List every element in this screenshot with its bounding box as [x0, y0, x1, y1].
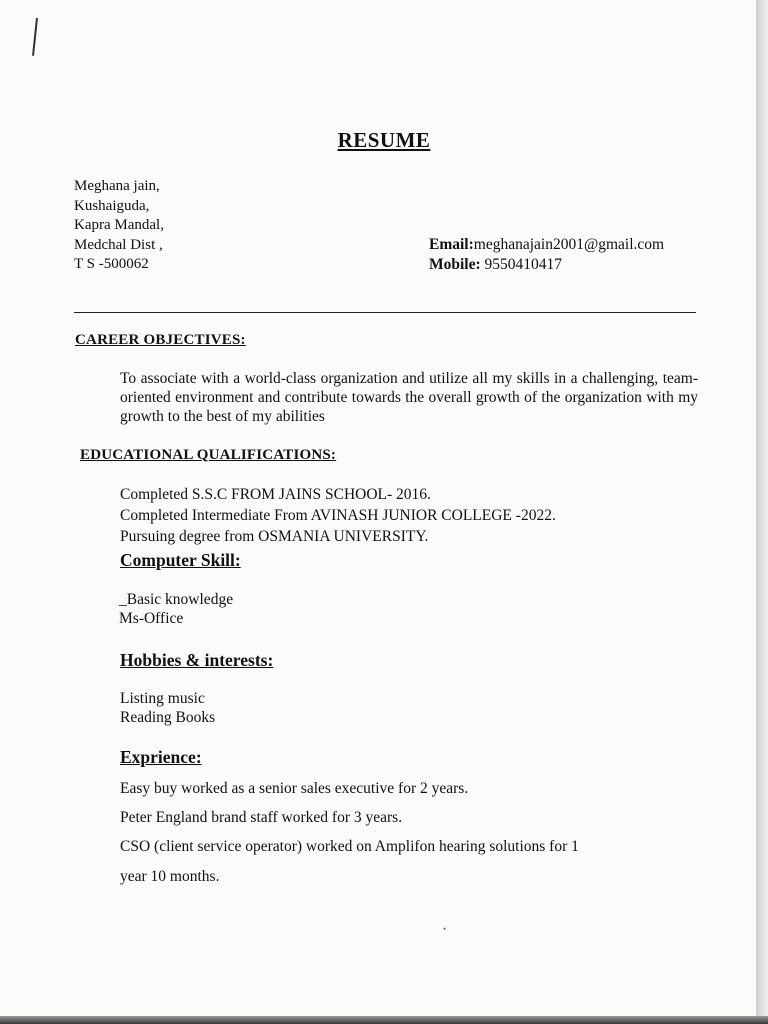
education-list [120, 484, 556, 547]
experience-heading: Exprience: [120, 747, 202, 767]
header-divider [74, 312, 696, 313]
list-item: Completed Intermediate From AVINASH JUNIOR COLLEGE -2022. [120, 507, 556, 524]
page-edge-right [756, 0, 768, 1024]
list-item: Listing music [120, 690, 205, 707]
address-line: Meghana jain, [74, 178, 160, 194]
hobbies-list [120, 689, 215, 727]
list-item: Pursuing degree from OSMANIA UNIVERSITY. [120, 528, 429, 545]
hobbies-heading: Hobbies & interests: [120, 650, 274, 670]
mobile-value: 9550410417 [480, 256, 563, 273]
email-line [429, 235, 664, 255]
list-item: _Basic knowledge [119, 591, 234, 608]
career-text: To associate with a world-class organization and utilize all my skills in a challenging, team-oriented environment and contribute towards the overall growth of the organization with my growth to the best of my abilities [120, 370, 698, 425]
contact-block [429, 235, 664, 275]
experience-item: CSO (client service operator) worked on Amplifon hearing solutions for 1 [120, 838, 579, 855]
skills-heading: Computer Skill: [120, 550, 241, 570]
page-title: RESUME [337, 128, 431, 152]
page-edge-bottom [0, 1016, 768, 1024]
experience-item: year 10 months. [120, 868, 220, 885]
scan-speck: • [443, 924, 447, 934]
address-line: Kushaiguda, [74, 197, 150, 214]
address-line: T S -500062 [74, 256, 149, 272]
address-block [74, 177, 164, 275]
skills-list [119, 590, 233, 628]
mobile-label: Mobile: [429, 256, 481, 273]
mobile-line [429, 255, 664, 275]
address-line: Kapra Mandal, [74, 217, 164, 233]
list-item: Ms-Office [119, 610, 184, 627]
experience-item: Peter England brand staff worked for 3 years. [120, 809, 403, 826]
email-label: Email: [429, 236, 474, 253]
career-heading: CAREER OBJECTIVES: [75, 332, 246, 348]
experience-item: Easy buy worked as a senior sales executive for 2 years. [120, 780, 469, 797]
list-item: Reading Books [120, 709, 216, 726]
list-item: Completed S.S.C FROM JAINS SCHOOL- 2016. [120, 486, 431, 503]
education-heading: EDUCATIONAL QUALIFICATIONS: [80, 447, 337, 463]
address-line: Medchal Dist , [74, 236, 163, 253]
email-value[interactable]: meghanajain2001@gmail.com [473, 236, 665, 253]
